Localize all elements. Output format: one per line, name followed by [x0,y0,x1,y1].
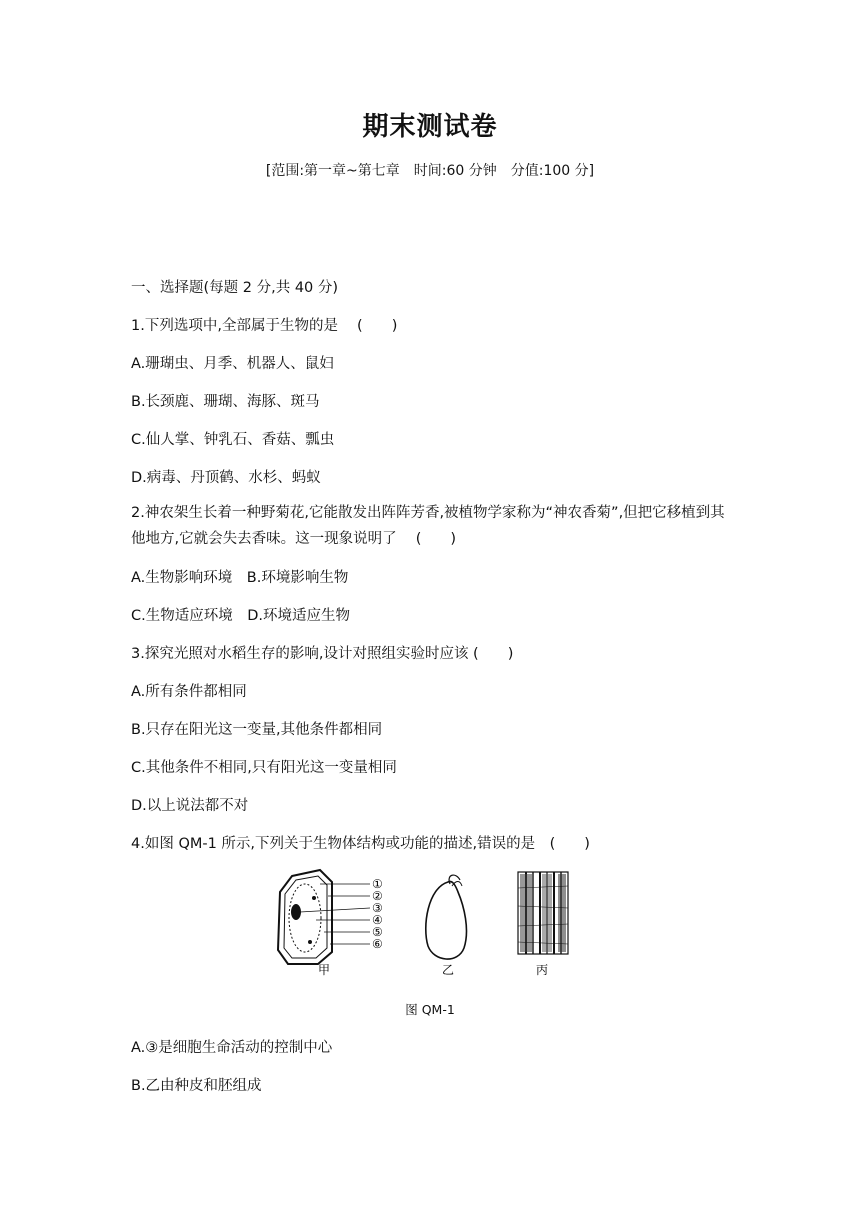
question-4-option-b: B.乙由种皮和胚组成 [131,1078,262,1094]
question-2-option-cd: C.生物适应环境 D.环境适应生物 [131,608,351,624]
question-3-option-b: B.只存在阳光这一变量,其他条件都相同 [131,722,383,738]
cell-number-4: ④ [372,913,383,927]
cell-number-1: ① [372,877,383,891]
question-1-option-c: C.仙人掌、钟乳石、香菇、瓢虫 [131,432,335,448]
question-4-option-a: A.③是细胞生命活动的控制中心 [131,1040,333,1056]
figure-qm-1 [270,866,600,982]
cell-number-5: ⑤ [372,925,383,939]
question-1-option-a: A.珊瑚虫、月季、机器人、鼠妇 [131,356,334,372]
exam-subtitle: [范围:第一章~第七章 时间:60 分钟 分值:100 分] [265,163,595,179]
figure-label-jia: 甲 [318,963,331,977]
question-3-option-a: A.所有条件都相同 [131,684,247,700]
question-3-stem: 3.探究光照对水稻生存的影响,设计对照组实验时应该 ( ) [131,646,514,662]
question-3-option-d: D.以上说法都不对 [131,798,249,814]
question-2-stem: 2.神农架生长着一种野菊花,它能散发出阵阵芳香,被植物学家称为“神农香菊”,但把它移植到其他地方,它就会失去香味。这一现象说明了 ( ) [131,505,725,547]
question-1-option-d: D.病毒、丹顶鹤、水杉、蚂蚁 [131,470,321,486]
cell-number-6: ⑥ [372,937,383,951]
question-3-option-c: C.其他条件不相同,只有阳光这一变量相同 [131,760,397,776]
question-2-option-ab: A.生物影响环境 B.环境影响生物 [131,570,349,586]
question-1-stem: 1.下列选项中,全部属于生物的是 ( ) [131,318,398,334]
plant-cell-illustration [278,870,370,964]
question-1-option-b: B.长颈鹿、珊瑚、海豚、斑马 [131,394,320,410]
tissue-illustration [518,872,568,954]
figure-label-bing: 丙 [536,963,549,977]
exam-title: 期末测试卷 [362,112,498,142]
seed-illustration [426,875,467,959]
cell-number-2: ② [372,889,383,903]
figure-label-yi: 乙 [442,963,455,977]
cell-number-3: ③ [372,901,383,915]
question-4-stem: 4.如图 QM-1 所示,下列关于生物体结构或功能的描述,错误的是 ( ) [131,836,590,852]
figure-caption: 图 QM-1 [405,1002,455,1017]
section-heading: 一、选择题(每题 2 分,共 40 分) [131,280,339,296]
